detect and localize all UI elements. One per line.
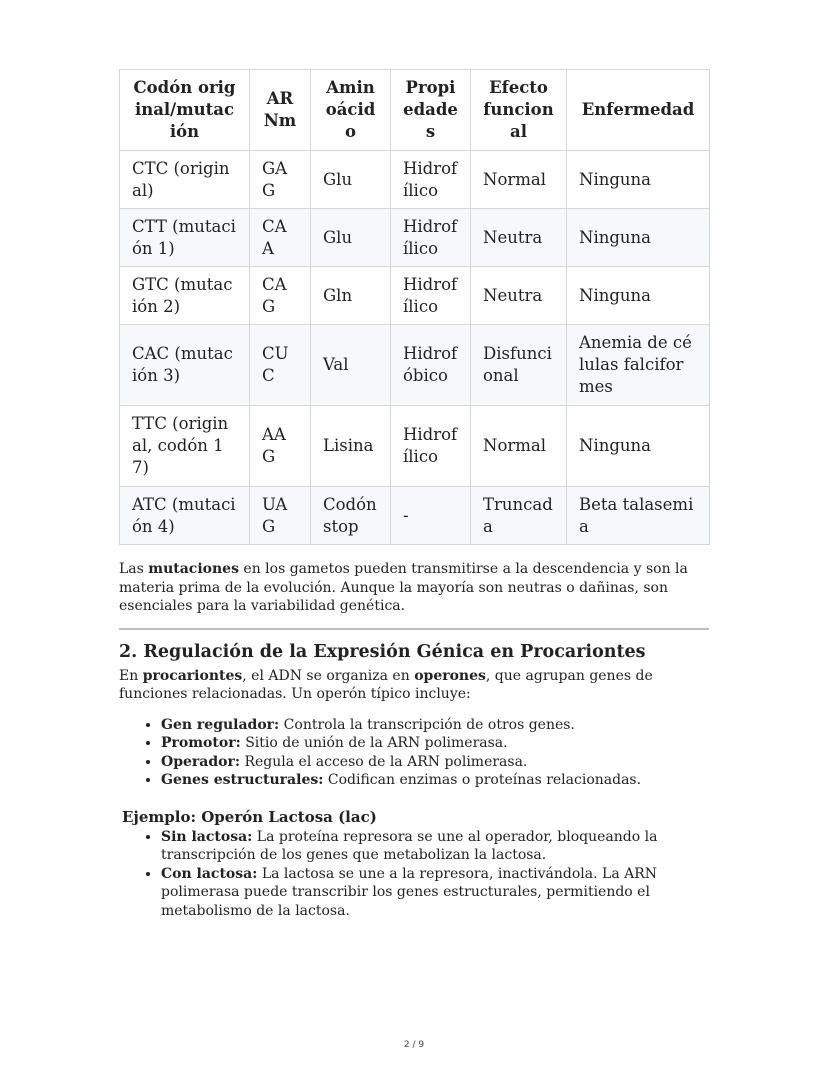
bold-term: procariontes xyxy=(142,667,243,684)
text-span: en los gametos pueden transmitirse a la descendencia y son la materia prima de la evolución. Aunque la mayoría son neutras o dañinas, son esenciales para la variabilidad genética. xyxy=(119,561,688,614)
table-row xyxy=(120,325,710,406)
header-aminoacid: Aminoácido xyxy=(311,70,391,151)
cell-arnm: AAG xyxy=(250,406,311,487)
page-number: 2 / 9 xyxy=(403,1040,425,1050)
list-item xyxy=(161,865,709,921)
cell-aminoacid: Glu xyxy=(311,151,391,209)
table-row xyxy=(120,487,710,545)
bold-term: mutaciones xyxy=(148,561,239,577)
cell-properties: Hidrofílico xyxy=(391,406,471,487)
cell-codon: ATC (mutación 4) xyxy=(120,487,250,545)
cell-properties: Hidrofílico xyxy=(391,267,471,325)
cell-codon: GTC (mutación 2) xyxy=(120,267,250,325)
list-item xyxy=(161,753,709,772)
bold-term: Sin lactosa: xyxy=(161,828,253,845)
cell-effect: Neutra xyxy=(471,209,567,267)
operon-components-list xyxy=(119,716,709,790)
text-span: , que agrupan genes de funciones relacionadas. Un operón típico incluye: xyxy=(119,667,653,702)
cell-effect: Disfuncional xyxy=(471,325,567,406)
cell-aminoacid: Gln xyxy=(311,267,391,325)
cell-aminoacid: Codón stop xyxy=(311,487,391,545)
text-span: La lactosa se une a la represora, inactivándola. La ARN polimerasa puede transcribir los genes estructurales, permitiendo el metabolismo de la lactosa. xyxy=(161,865,658,919)
cell-disease: Anemia de células falciformes xyxy=(567,325,710,406)
header-properties: Propiedades xyxy=(391,70,471,151)
text-span: Codifican enzimas o proteínas relacionadas. xyxy=(323,772,642,788)
cell-disease: Ninguna xyxy=(567,209,710,267)
header-arnm: ARNm xyxy=(250,70,311,151)
cell-properties: Hidrofóbico xyxy=(391,325,471,406)
header-codon: Codón original/mutación xyxy=(120,70,250,151)
section-intro xyxy=(119,667,709,704)
table-row xyxy=(120,209,710,267)
list-item xyxy=(161,734,709,753)
cell-disease: Ninguna xyxy=(567,151,710,209)
text-span: La proteína represora se une al operador, bloqueando la transcripción de los genes que metabolizan la lactosa. xyxy=(161,828,658,863)
cell-effect: Normal xyxy=(471,151,567,209)
cell-effect: Normal xyxy=(471,406,567,487)
cell-codon: CAC (mutación 3) xyxy=(120,325,250,406)
table-header-row xyxy=(120,70,710,151)
text-span: En xyxy=(119,667,143,684)
cell-arnm: CUC xyxy=(250,325,311,406)
header-disease: Enfermedad xyxy=(567,70,710,151)
bold-term: Gen regulador: xyxy=(161,716,280,733)
text-span: Sitio de unión de la ARN polimerasa. xyxy=(240,735,508,751)
cell-aminoacid: Glu xyxy=(311,209,391,267)
lac-operon-list xyxy=(119,828,709,921)
table-row xyxy=(120,151,710,209)
bold-term: operones xyxy=(414,667,486,684)
cell-arnm: CAG xyxy=(250,267,311,325)
cell-arnm: UAG xyxy=(250,487,311,545)
mutations-paragraph xyxy=(119,560,709,616)
list-item xyxy=(161,771,709,790)
text-span: Controla la transcripción de otros genes. xyxy=(279,716,575,733)
bold-term: Con lactosa: xyxy=(161,865,258,882)
cell-aminoacid: Lisina xyxy=(311,406,391,487)
header-effect: Efecto funcional xyxy=(471,70,567,151)
bold-term: Genes estructurales: xyxy=(161,772,324,788)
cell-aminoacid: Val xyxy=(311,325,391,406)
section-title: 2. Regulación de la Expresión Génica en Procariontes xyxy=(119,641,646,662)
cell-disease: Ninguna xyxy=(567,267,710,325)
cell-codon: CTC (original) xyxy=(120,151,250,209)
cell-arnm: GAG xyxy=(250,151,311,209)
cell-disease: Beta talasemia xyxy=(567,487,710,545)
example-title: Ejemplo: Operón Lactosa (lac) xyxy=(122,807,377,826)
codon-mutation-table xyxy=(119,69,710,545)
cell-codon: CTT (mutación 1) xyxy=(120,209,250,267)
text-span: , el ADN se organiza en xyxy=(242,667,415,684)
cell-disease: Ninguna xyxy=(567,406,710,487)
bold-term: Promotor: xyxy=(161,735,241,751)
cell-properties: Hidrofílico xyxy=(391,209,471,267)
text-span: Regula el acceso de la ARN polimerasa. xyxy=(240,753,528,770)
cell-effect: Neutra xyxy=(471,267,567,325)
list-item xyxy=(161,716,709,735)
document-page xyxy=(119,69,709,920)
text-span: Las xyxy=(119,561,149,577)
section-divider xyxy=(119,628,709,630)
table-row xyxy=(120,267,710,325)
cell-properties: - xyxy=(391,487,471,545)
cell-arnm: CAA xyxy=(250,209,311,267)
cell-codon: TTC (original, codón 17) xyxy=(120,406,250,487)
bold-term: Operador: xyxy=(161,753,241,770)
table-row xyxy=(120,406,710,487)
list-item xyxy=(161,828,709,865)
cell-effect: Truncada xyxy=(471,487,567,545)
cell-properties: Hidrofílico xyxy=(391,151,471,209)
